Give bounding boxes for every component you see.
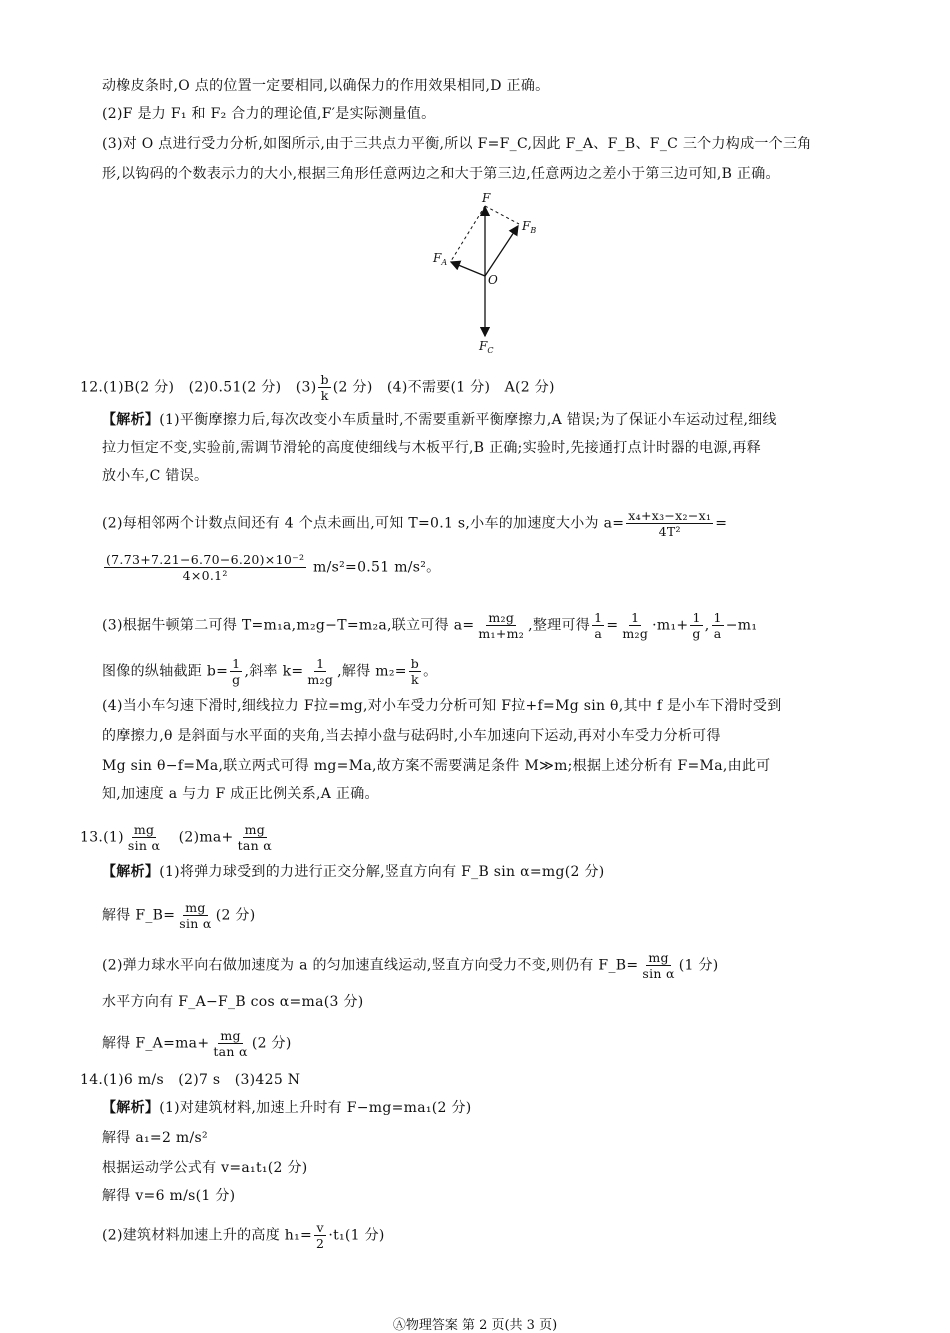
q12-p3-line1: (3)根据牛顿第二可得 T=m₁a,m₂g−T=m₂a,联立可得 a= $\frac{\text{m₂g}}{\text{m₁+m₂}}$ ,整理可得 $\frac{1}{a}$ = $\frac{1}{\text{m₂g}}$ ·m₁+ $\frac{1}{g}$ , $\frac{1}{a}$ −m₁ xyxy=(102,610,758,641)
label-FA: $F_A$ xyxy=(433,251,448,267)
q12-p2-line2: $\frac{\text{(7.73+7.21−6.70−6.20)×10⁻²}}{\text{4×0.1²}}$ m/s²=0.51 m/s²。 xyxy=(106,552,441,583)
label-F: F xyxy=(482,191,491,205)
q14-line5: (2)建筑材料加速上升的高度 h₁= $\frac{v}{2}$ ·t₁(1 分) xyxy=(102,1220,385,1251)
q13-analysis-line: 【解析】(1)将弹力球受到的力进行正交分解,竖直方向有 F_B sin α=mg(2 分) xyxy=(102,864,605,880)
q12-answer: 12.(1)B(2 分) (2)0.51(2 分) (3) $\frac{b}{k}$ (2 分) (4)不需要(1 分) A(2 分) xyxy=(80,372,555,403)
dashed-line-FB xyxy=(485,206,519,224)
q14-analysis-line: 【解析】(1)对建筑材料,加速上升时有 F−mg=ma₁(2 分) xyxy=(102,1100,472,1116)
text-line: 放小车,C 错误。 xyxy=(102,468,209,484)
text-line: 知,加速度 a 与力 F 成正比例关系,A 正确。 xyxy=(102,786,379,802)
page-footer: Ⓐ物理答案 第 2 页(共 3 页) xyxy=(392,1318,558,1333)
q13-answer: 13.(1) $\frac{mg}{\text{sin α}}$ (2)ma+ $\frac{mg}{\text{tan α}}$ xyxy=(80,822,273,853)
text-line: 根据运动学公式有 v=a₁t₁(2 分) xyxy=(102,1160,308,1176)
text-line: 形,以钩码的个数表示力的大小,根据三角形任意两边之和大于第三边,任意两边之差小于第三边可知,B 正确。 xyxy=(102,166,780,182)
q12-analysis-line: 【解析】(1)平衡摩擦力后,每次改变小车质量时,不需要重新平衡摩擦力,A 错误;为了保证小车运动过程,细线 xyxy=(102,412,777,428)
q12-p3-line2: 图像的纵轴截距 b= $\frac{1}{g}$ ,斜率 k= $\frac{1}{\text{m₂g}}$ ,解得 m₂= $\frac{b}{k}$ 。 xyxy=(102,656,438,687)
text-line: 拉力恒定不变,实验前,需调节滑轮的高度使细线与木板平行,B 正确;实验时,先接通打点计时器的电源,再释 xyxy=(102,440,762,456)
text-line: 解得 a₁=2 m/s² xyxy=(102,1130,208,1146)
label-FB: $F_B$ xyxy=(522,219,537,235)
force-diagram xyxy=(418,190,548,355)
text-line: Mg sin θ−f=Ma,联立两式可得 mg=Ma,故方案不需要满足条件 M≫m;根据上述分析有 F=Ma,由此可 xyxy=(102,758,771,774)
text-line: 动橡皮条时,O 点的位置一定要相同,以确保力的作用效果相同,D 正确。 xyxy=(102,78,550,94)
dashed-line-FA xyxy=(451,206,485,261)
label-O: O xyxy=(488,273,498,287)
force-FA-arrow xyxy=(451,262,485,276)
text-line: (4)当小车匀速下滑时,细线拉力 F拉=mg,对小车受力分析可知 F拉+f=Mg sin θ,其中 f 是小车下滑时受到 xyxy=(102,698,782,714)
text-line: 的摩擦力,θ 是斜面与水平面的夹角,当去掉小盘与砝码时,小车加速向下运动,再对小车受力分析可得 xyxy=(102,728,721,744)
force-FB-arrow xyxy=(485,226,518,276)
q12-p2-line1: (2)每相邻两个计数点间还有 4 个点未画出,可知 T=0.1 s,小车的加速度大小为 a= $\frac{\text{x₄+x₃−x₂−x₁}}{\text{4T²}}$ = xyxy=(102,508,728,539)
text-line: (3)对 O 点进行受力分析,如图所示,由于三共点力平衡,所以 F=F_C,因此 F_A、F_B、F_C 三个力构成一个三角 xyxy=(102,136,812,152)
q14-answer: 14.(1)6 m/s (2)7 s (3)425 N xyxy=(80,1072,301,1088)
label-FC: $F_C$ xyxy=(479,339,494,355)
text-line: (2)F 是力 F₁ 和 F₂ 合力的理论值,F′是实际测量值。 xyxy=(102,106,436,122)
force-diagram-svg xyxy=(418,190,548,355)
q13-line3: (2)弹力球水平向右做加速度为 a 的匀加速直线运动,竖直方向受力不变,则仍有 F_B= $\frac{mg}{\text{sin α}}$ (1 分) xyxy=(102,950,719,981)
text-line: 水平方向有 F_A−F_B cos α=ma(3 分) xyxy=(102,994,364,1010)
text-line: 解得 v=6 m/s(1 分) xyxy=(102,1188,236,1204)
q13-line5: 解得 F_A=ma+ $\frac{mg}{\text{tan α}}$ (2 分) xyxy=(102,1028,292,1059)
q13-line2: 解得 F_B= $\frac{mg}{\text{sin α}}$ (2 分) xyxy=(102,900,256,931)
